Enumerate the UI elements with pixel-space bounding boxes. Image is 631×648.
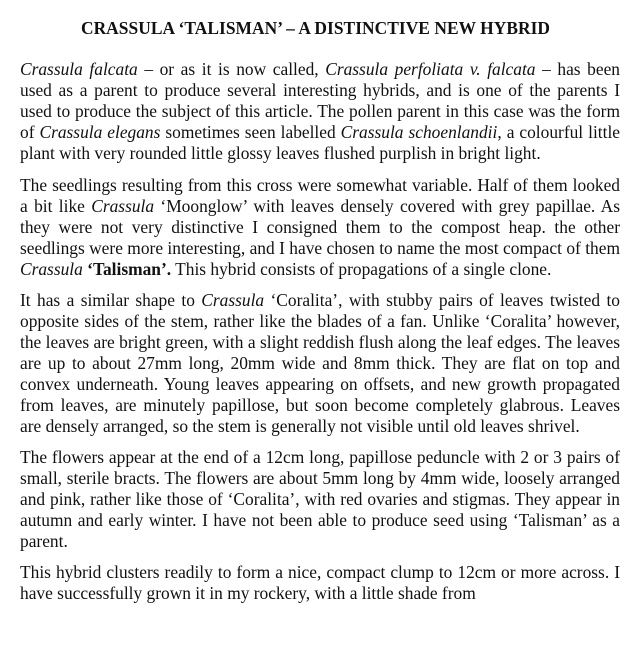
text-run: This hybrid consists of propagations of a single clone. (171, 258, 552, 279)
paragraph-4 (20, 447, 620, 552)
text-run: sometimes seen labelled (160, 121, 341, 142)
italic-text: Crassula falcata (20, 59, 138, 79)
paragraph-5 (20, 562, 620, 604)
text-run: ‘Coralita’, with stubby pairs of leaves twisted to opposite sides of the stem, rather like the blades of a fan. Unlike ‘Coralita’ however, the leaves are bright green, with a slight reddish flush along the leaf edges. The leaves are up to about 27mm long, 20mm wide and 8mm thick. They are flat on top and convex underneath. Young leaves appearing on offsets, and new growth propagated from leaves, are minutely papillose, but soon become completely glabrous. Leaves are densely arranged, so the stem is generally not visible until old leaves shrivel. (20, 290, 620, 436)
article-title: CRASSULA ‘TALISMAN’ – A DISTINCTIVE NEW HYBRID (80, 18, 551, 38)
italic-text: Crassula schoenlandii (340, 121, 498, 142)
text-run: The flowers appear at the end of a 12cm long, papillose peduncle with 2 or 3 pairs of small, sterile bracts. The flowers are about 5mm long by 4mm wide, loosely arranged and pink, rather like those of ‘Coralita’, with red ovaries and stigmas. They appear in autumn and early winter. I have not been able to produce seed using ‘Talisman’ as a parent. (20, 446, 620, 551)
text-run: – or as it is now called, (137, 59, 326, 79)
text-run: This hybrid clusters readily to form a nice, compact clump to 12cm or more across. I have successfully grown it in my rockery, with a little shade from (20, 561, 620, 603)
text-run: , a colourful little plant with very rounded little glossy leaves flushed purplish in bright light. (20, 121, 620, 163)
italic-text: Crassula (20, 258, 83, 279)
text-run: It has a similar shape to (20, 290, 202, 311)
italic-text: Crassula perfoliata v. falcata (325, 59, 536, 79)
text-run: – has been used as a parent to produce several interesting hybrids, and is one of the parents I used to produce the subject of this article. The pollen parent in this case was the form of (20, 59, 620, 142)
italic-text: Crassula elegans (39, 121, 161, 142)
text-run: The seedlings resulting from this cross were somewhat variable. Half of them looked a bit like (20, 175, 620, 216)
paragraph-1 (20, 59, 620, 164)
paragraph-3 (20, 290, 620, 436)
italic-text: Crassula (201, 290, 265, 311)
bold-text: ‘Talisman’. (82, 258, 172, 279)
italic-text: Crassula (91, 195, 155, 216)
paragraph-2 (20, 175, 620, 280)
article-body (20, 59, 620, 615)
text-run: ‘Moonglow’ with leaves densely covered with grey papillae. As they were not very distinctive I consigned them to the compost heap. the other seedlings were more interesting, and I have chosen to name the most compact of them (20, 195, 620, 258)
